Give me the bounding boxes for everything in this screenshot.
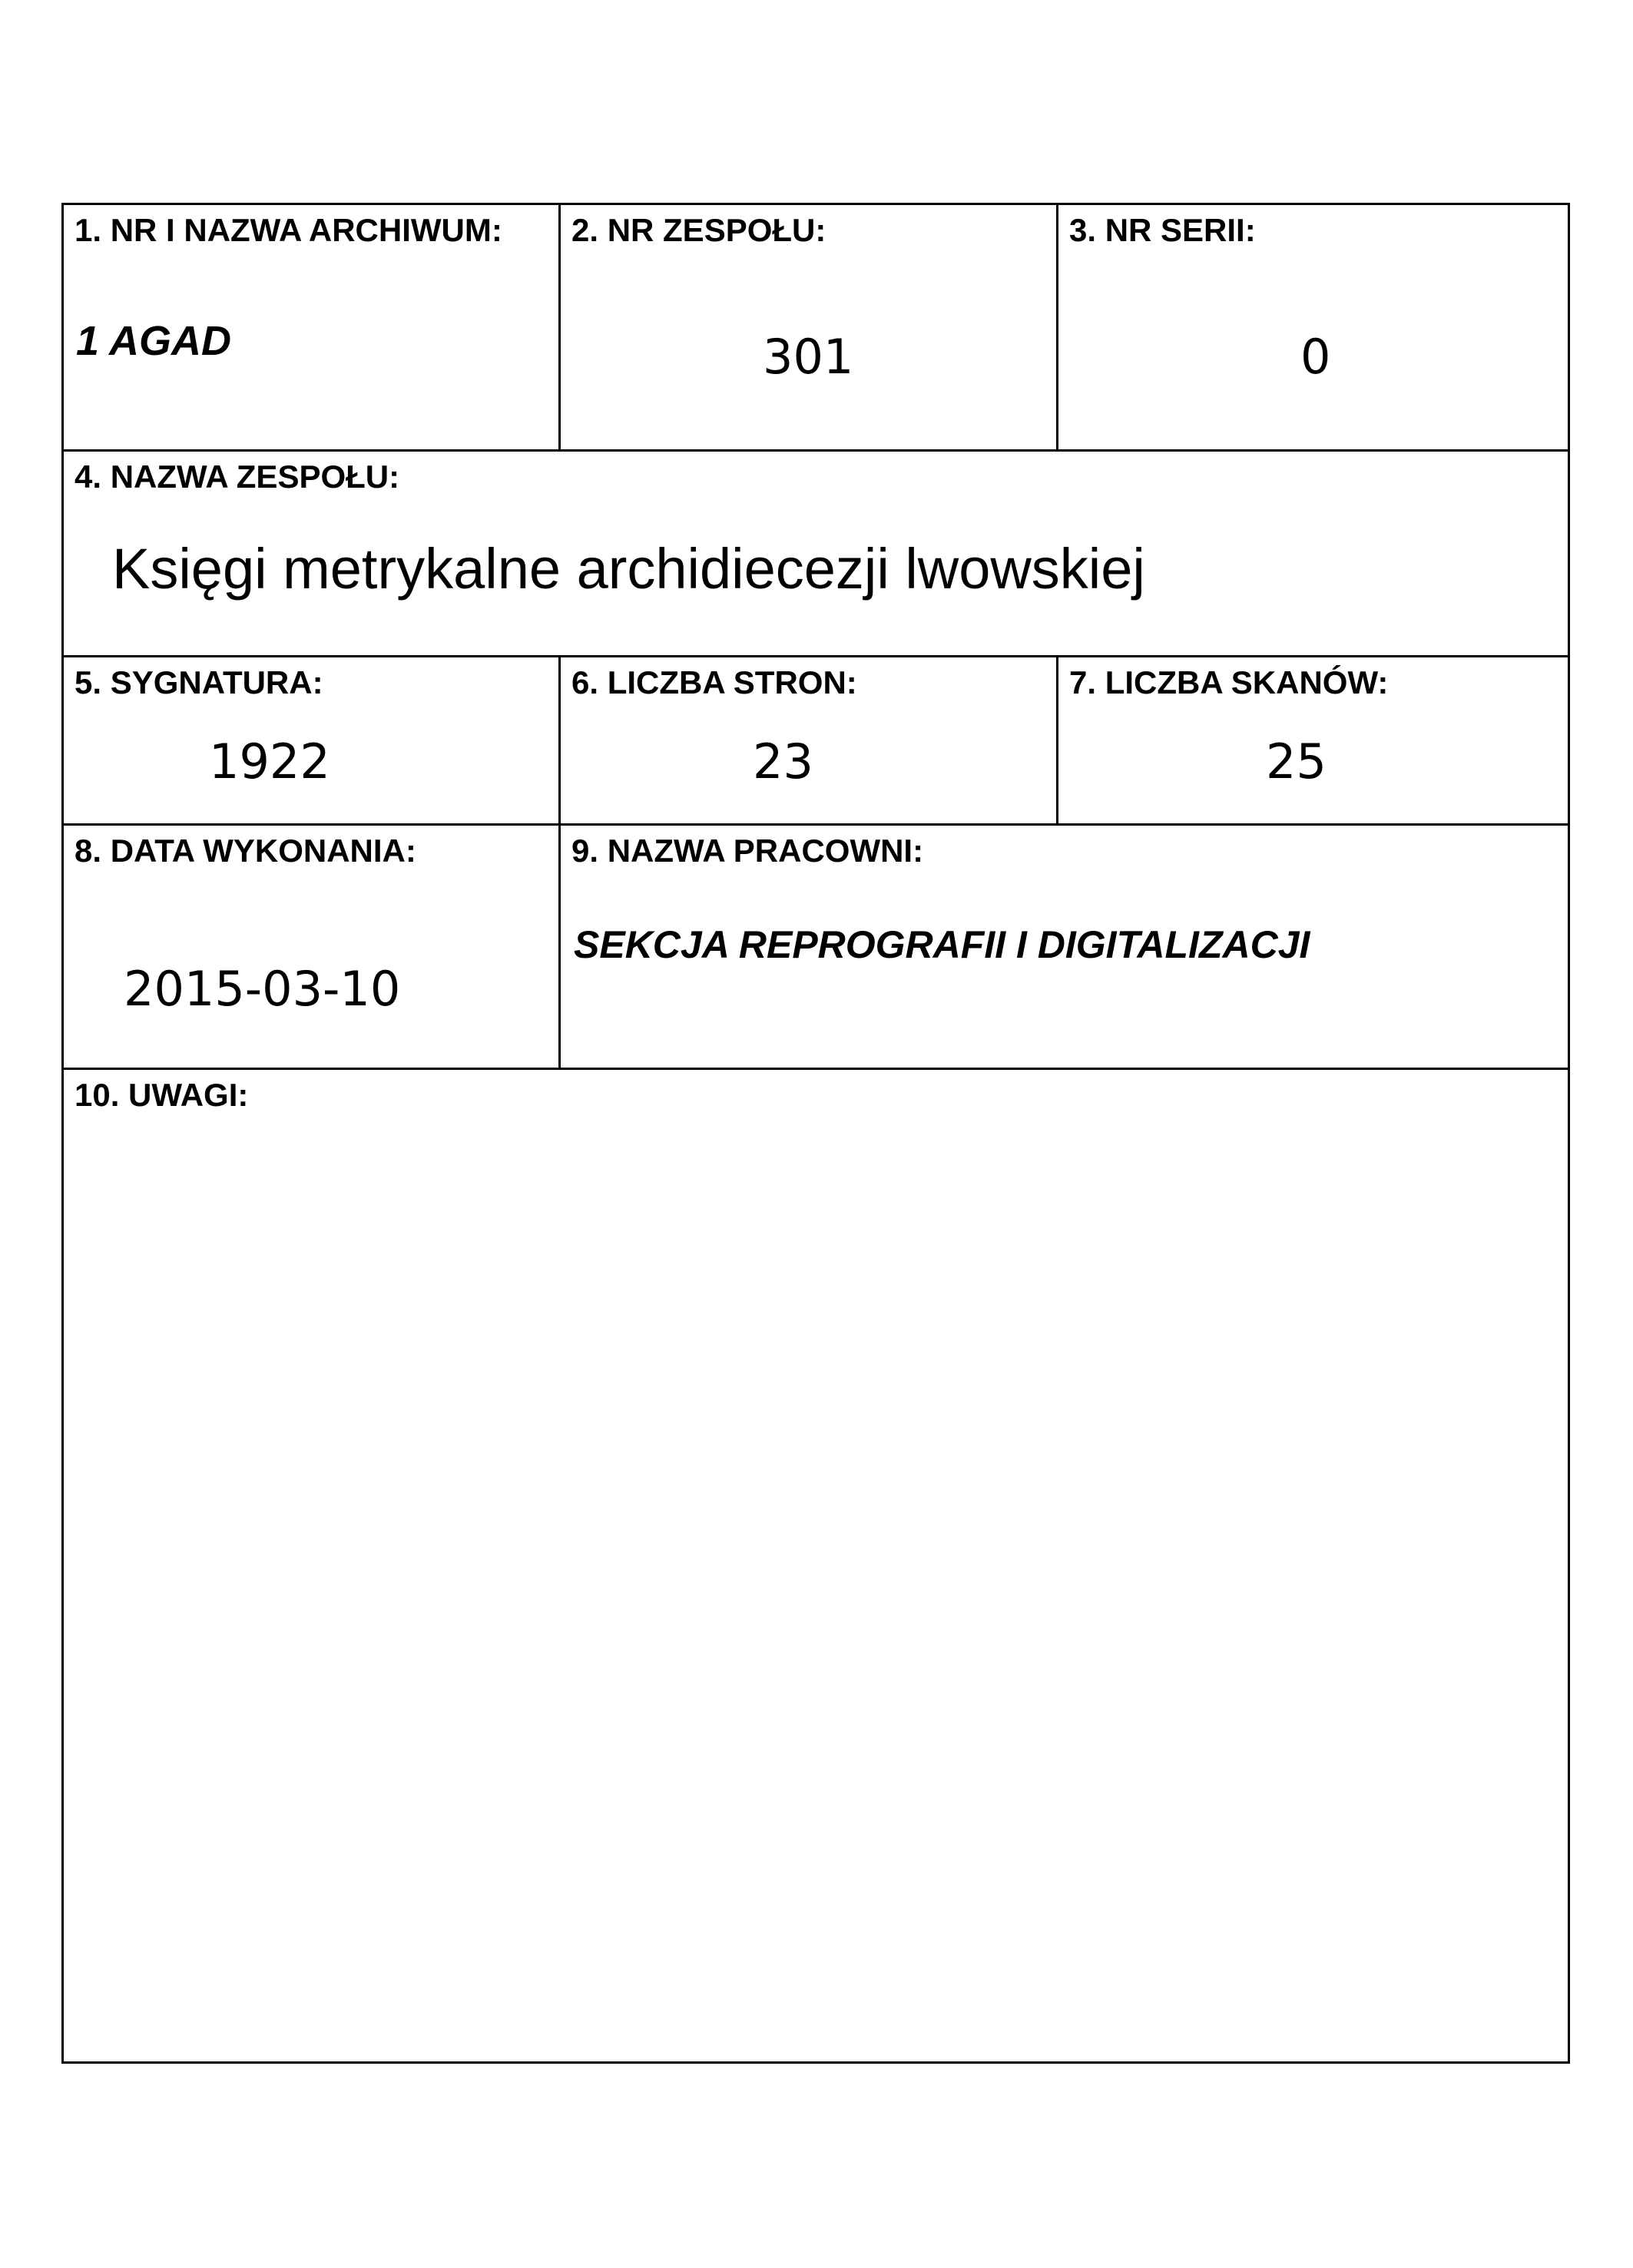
fonds-number-value: 301 [763, 329, 854, 385]
field-label: 10. UWAGI: [75, 1077, 249, 1113]
field-series-number [1058, 205, 1568, 449]
series-number-value: 0 [1300, 329, 1331, 385]
workshop-name-value: SEKCJA REPROGRAFII I DIGITALIZACJI [574, 923, 1310, 966]
field-label: 2. NR ZESPOŁU: [571, 212, 826, 248]
field-signature [64, 657, 558, 823]
field-fonds-name [64, 452, 1568, 655]
field-label: 9. NAZWA PRACOWNI: [571, 833, 924, 869]
field-label: 4. NAZWA ZESPOŁU: [75, 459, 400, 495]
scan-count-value: 25 [1266, 733, 1327, 790]
execution-date-value: 2015-03-10 [124, 961, 401, 1017]
archive-value: 1 AGAD [76, 318, 232, 364]
field-scan-count [1058, 657, 1568, 823]
signature-value: 1922 [209, 733, 330, 790]
field-remarks [64, 1070, 1568, 2061]
field-workshop-name [561, 826, 1568, 1068]
fonds-name-value: Księgi metrykalne archidiecezji lwowskiej [112, 537, 1145, 601]
field-archive [64, 205, 558, 449]
field-label: 5. SYGNATURA: [75, 664, 323, 700]
field-label: 1. NR I NAZWA ARCHIWUM: [75, 212, 502, 248]
field-label: 7. LICZBA SKANÓW: [1069, 664, 1389, 700]
field-execution-date [64, 826, 558, 1068]
field-label: 6. LICZBA STRON: [571, 664, 857, 700]
field-fonds-number [561, 205, 1056, 449]
field-label: 3. NR SERII: [1069, 212, 1256, 248]
field-label: 8. DATA WYKONANIA: [75, 833, 416, 869]
page-count-value: 23 [753, 733, 813, 790]
field-page-count [561, 657, 1056, 823]
metadata-form [61, 203, 1570, 2064]
